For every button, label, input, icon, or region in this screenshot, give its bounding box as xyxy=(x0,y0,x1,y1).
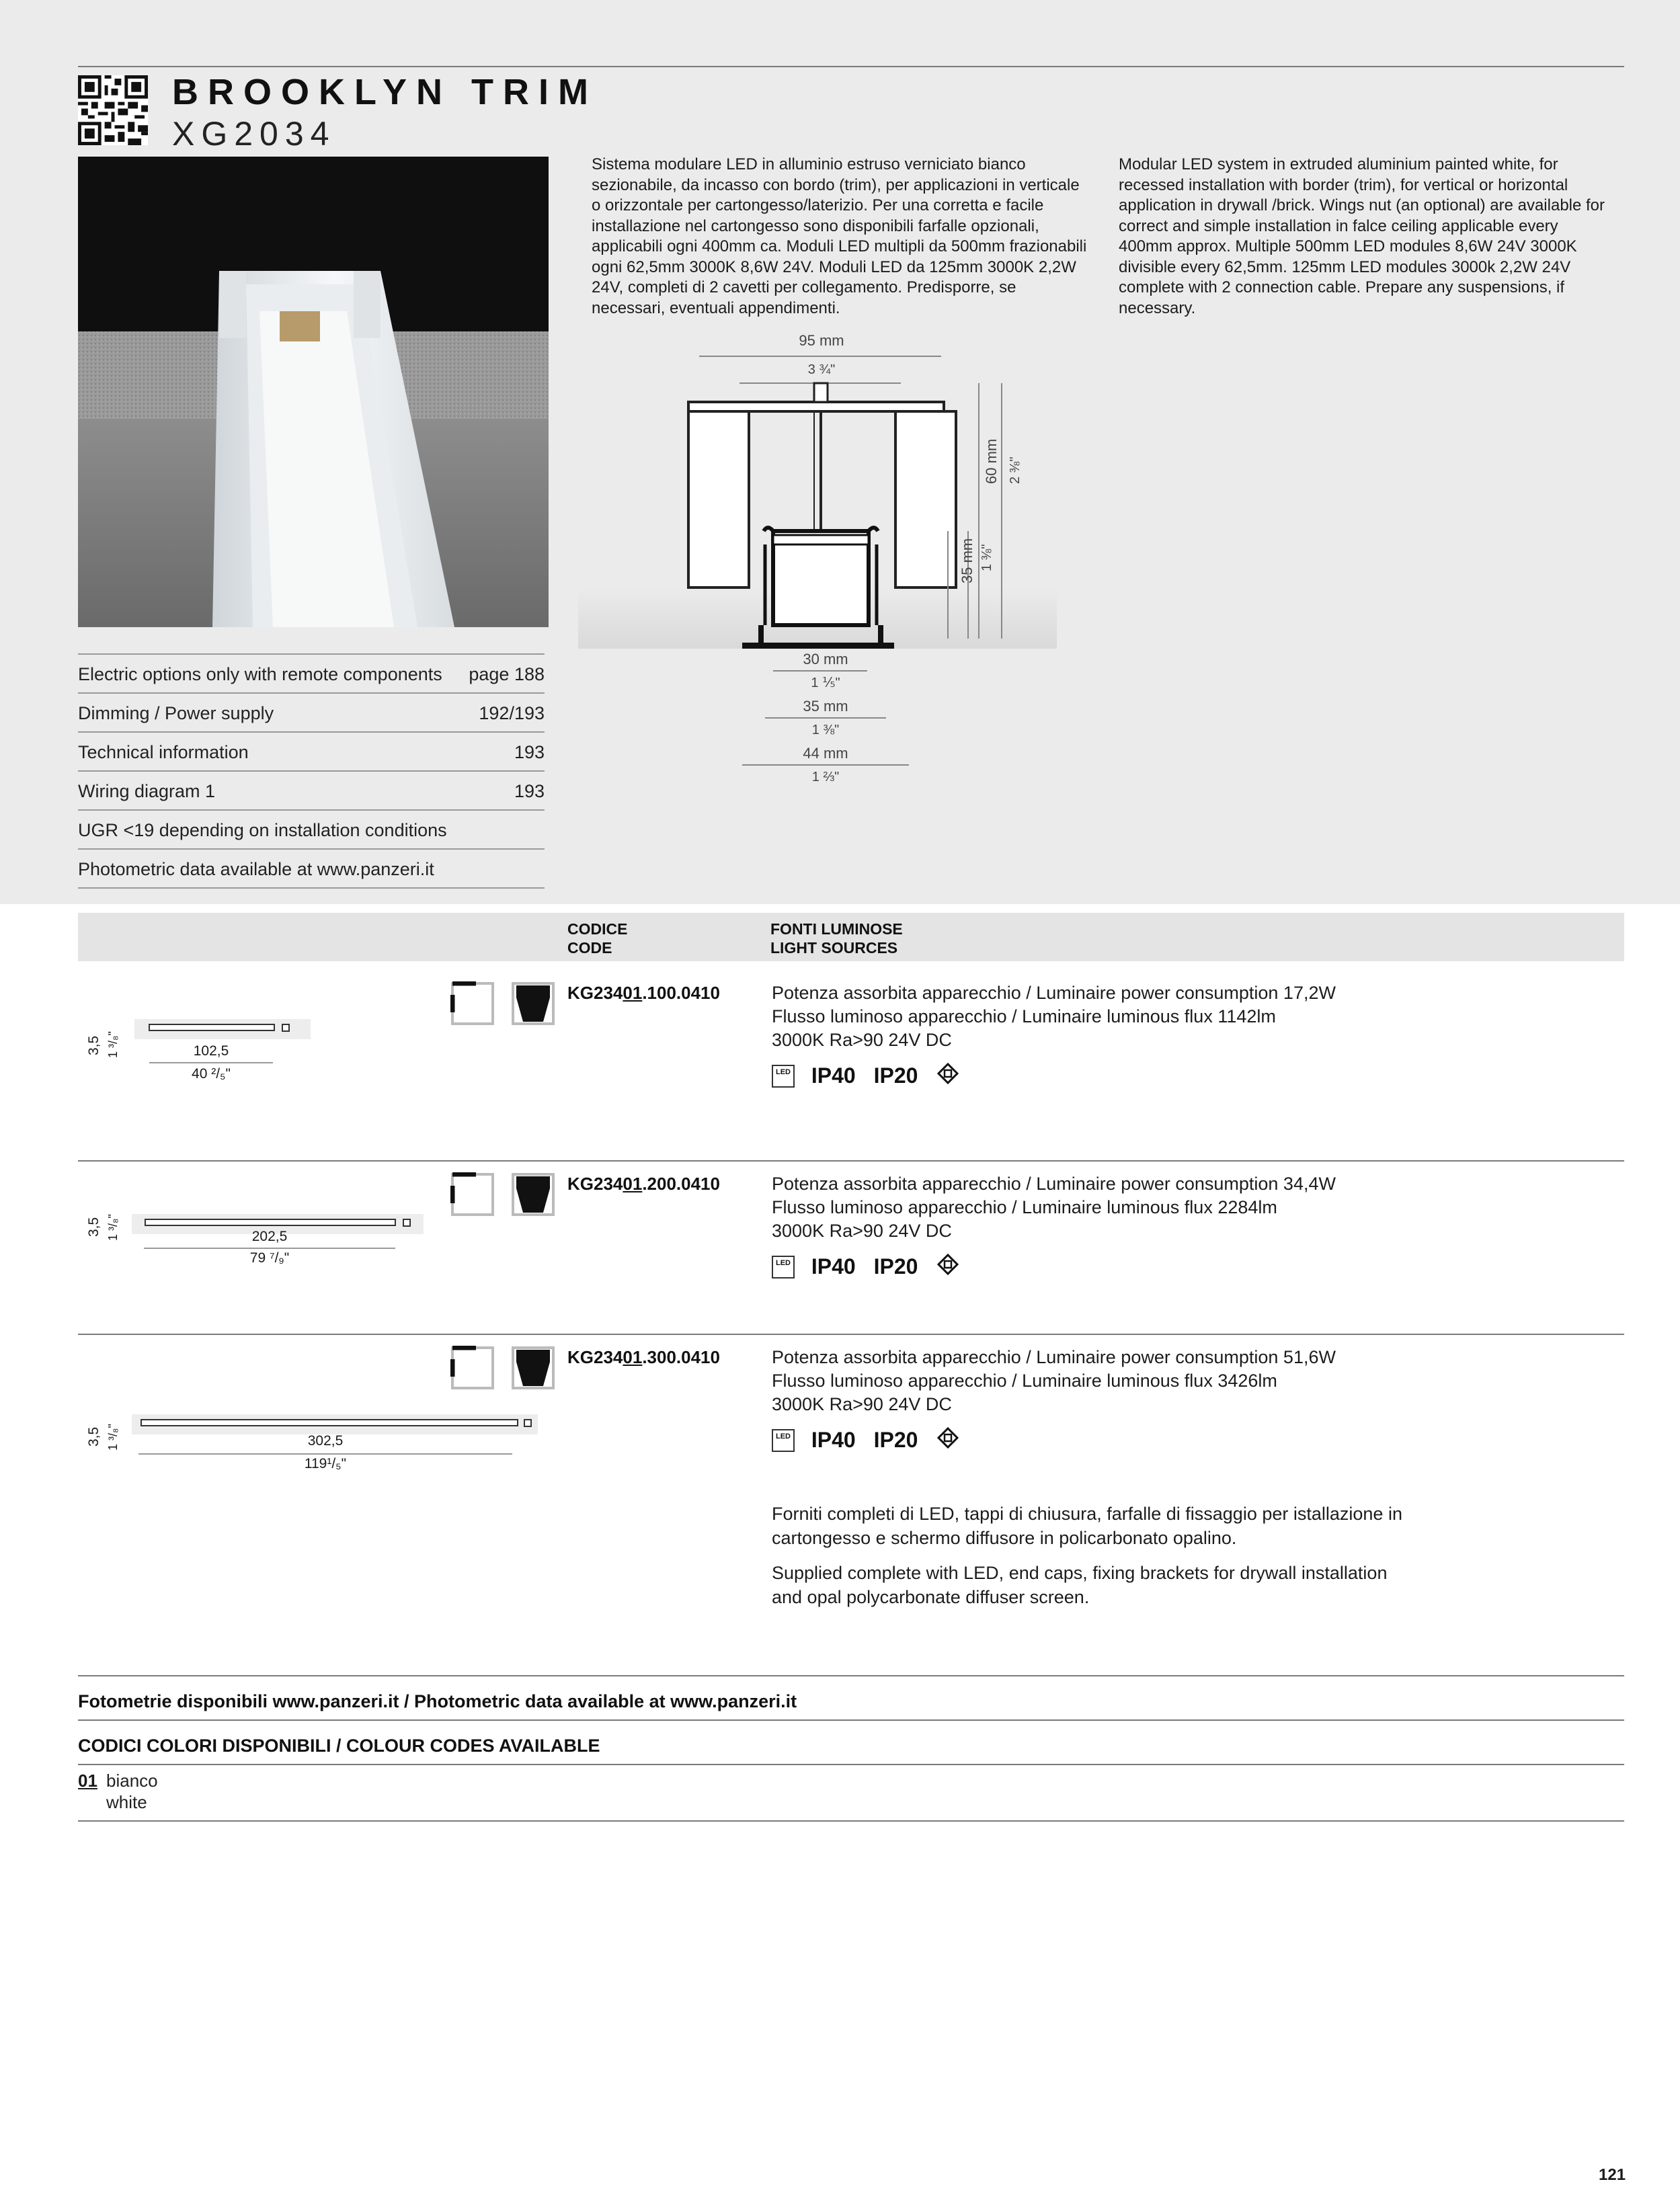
product-table-header xyxy=(78,913,1624,961)
power-line: Potenza assorbita apparecchio / Luminaire power consumption 51,6W xyxy=(772,1347,1336,1367)
colour-name-it: bianco xyxy=(106,1771,158,1791)
product-code: XG2034 xyxy=(172,115,336,153)
supplied-italian: Forniti completi di LED, tappi di chiusura, farfalle di fissaggio per istallazione in cartongesso e schermo diffusore in policarbonato opalino. xyxy=(772,1504,1402,1548)
ip20-badge: IP20 xyxy=(873,1428,918,1453)
product-photo xyxy=(78,157,549,627)
led-icon: LED xyxy=(772,1429,795,1452)
dim-w3-mm: 44 mm xyxy=(803,745,848,762)
footer-rule-2 xyxy=(78,1719,1624,1721)
product-specs xyxy=(772,1172,1336,1243)
code-colour: 01 xyxy=(623,983,643,1003)
enec-diamond-icon xyxy=(937,1427,959,1454)
info-value[interactable]: page 188 xyxy=(469,664,545,684)
product-code[interactable] xyxy=(567,1347,720,1368)
code-heading-en: CODE xyxy=(567,939,612,957)
product-specs xyxy=(772,1346,1336,1416)
column-code xyxy=(567,920,627,957)
flux-line: Flusso luminoso apparecchio / Luminaire luminous flux 3426lm xyxy=(772,1371,1277,1391)
led-icon: LED xyxy=(772,1256,795,1279)
mounting-trim-icon xyxy=(450,1346,495,1390)
info-row-dimming[interactable] xyxy=(78,694,545,733)
dim-top-in: 3 ¾" xyxy=(807,362,836,377)
dim-w1-mm: 30 mm xyxy=(803,651,848,667)
ip20-badge: IP20 xyxy=(873,1254,918,1279)
colour-temp-line: 3000K Ra>90 24V DC xyxy=(772,1394,952,1414)
certification-badges xyxy=(772,1062,959,1090)
footer-rule-1 xyxy=(78,1675,1624,1676)
info-label: Photometric data available at www.panzeri.it xyxy=(78,859,434,879)
mounting-trim-icon xyxy=(450,1172,495,1217)
colour-temp-line: 3000K Ra>90 24V DC xyxy=(772,1221,952,1241)
certification-badges xyxy=(772,1426,959,1454)
enec-diamond-icon xyxy=(937,1254,959,1281)
length-rule xyxy=(149,1062,273,1063)
qr-code-icon[interactable] xyxy=(78,75,148,145)
dim-height-in: 2 ⅜" xyxy=(1008,456,1023,484)
profile-section-diagram xyxy=(578,329,1062,800)
product-code[interactable] xyxy=(567,1174,720,1194)
power-line: Potenza assorbita apparecchio / Luminaire power consumption 34,4W xyxy=(772,1174,1336,1194)
info-row-photometric[interactable] xyxy=(78,850,545,889)
length-cm: 202,5 xyxy=(251,1229,288,1244)
info-label: Wiring diagram 1 xyxy=(78,781,216,801)
dim-top-mm: 95 mm xyxy=(799,332,844,349)
light-emission-icon xyxy=(511,981,555,1026)
height-in: 1 ³/₈" xyxy=(106,1031,120,1058)
code-suffix: .300.0410 xyxy=(642,1347,720,1367)
photometric-link[interactable]: Fotometrie disponibili www.panzeri.it / Photometric data available at www.panzeri.it xyxy=(78,1691,797,1711)
description-english: Modular LED system in extruded aluminium painted white, for recessed installation with border (trim), for vertical or horizontal application in drywall /brick. Wings nut (an optional) are available for correct and simple installation in falce ceiling applicable every 400mm approx. Multiple 500mm LED modules 8,6W 24V 3000K divisible every 62,5mm. 125mm LED modules 3000k 2,2W 24V complete with 2 connection cable. Prepare any suspensions, if necessary. xyxy=(1119,155,1605,317)
product-title: BROOKLYN TRIM xyxy=(172,72,598,112)
description-italian: Sistema modulare LED in alluminio estruso verniciato bianco sezionabile, da incasso con bordo (trim), per applicazioni in verticale o orizzontale per cartongesso/laterizio. Per una corretta e facile installazione nel cartongesso sono disponibili farfalle opzionali, applicabili ogni 400mm ca. Moduli LED multipli da 500mm frazionabili ogni 62,5mm 3000K 8,6W 24V. Moduli LED da 125mm 3000K 2,2W 24V, completi di 2 cavetti per collegamento. Predisporre, se necessari, eventuali appendimenti. xyxy=(592,155,1087,317)
info-label: UGR <19 depending on installation conditions xyxy=(78,820,447,840)
code-suffix: .200.0410 xyxy=(642,1174,720,1194)
led-icon: LED xyxy=(772,1065,795,1088)
code-heading-it: CODICE xyxy=(567,920,628,938)
flux-line: Flusso luminoso apparecchio / Luminaire luminous flux 1142lm xyxy=(772,1006,1276,1026)
footer-rule-3 xyxy=(78,1764,1624,1765)
colour-code: 01 xyxy=(78,1771,97,1791)
product-specs xyxy=(772,981,1336,1052)
length-in: 119¹/₅" xyxy=(304,1456,347,1471)
info-label: Dimming / Power supply xyxy=(78,703,274,723)
code-prefix: KG234 xyxy=(567,983,623,1003)
length-cm: 102,5 xyxy=(193,1043,229,1059)
source-heading-it: FONTI LUMINOSE xyxy=(770,920,903,938)
code-prefix: KG234 xyxy=(567,1347,623,1367)
dim-inner-in: 1 ⅜" xyxy=(979,544,994,571)
code-suffix: .100.0410 xyxy=(642,983,720,1003)
source-heading-en: LIGHT SOURCES xyxy=(770,939,898,957)
dim-w2-in: 1 ⅜" xyxy=(811,723,840,737)
info-row-wiring[interactable] xyxy=(78,772,545,811)
ip40-badge: IP40 xyxy=(811,1063,856,1088)
length-cm: 302,5 xyxy=(307,1433,344,1449)
colour-temp-line: 3000K Ra>90 24V DC xyxy=(772,1030,952,1050)
info-value[interactable]: 193 xyxy=(514,742,545,762)
ip40-badge: IP40 xyxy=(811,1428,856,1453)
dim-height-mm: 60 mm xyxy=(983,438,1000,484)
dim-w3-in: 1 ⅔" xyxy=(811,770,840,784)
row-divider xyxy=(78,1334,1624,1335)
info-value[interactable]: 193 xyxy=(514,781,545,801)
column-light-sources xyxy=(770,920,903,957)
light-emission-icon xyxy=(511,1346,555,1390)
info-row-electric-options[interactable] xyxy=(78,655,545,694)
info-value[interactable]: 192/193 xyxy=(479,703,545,723)
row-divider xyxy=(78,1160,1624,1162)
mounting-trim-icon xyxy=(450,981,495,1026)
flux-line: Flusso luminoso apparecchio / Luminaire luminous flux 2284lm xyxy=(772,1197,1277,1217)
info-label: Electric options only with remote components xyxy=(78,664,442,684)
height-cm: 3,5 xyxy=(86,1217,102,1237)
length-rule xyxy=(138,1453,512,1455)
info-row-technical[interactable] xyxy=(78,733,545,772)
length-rule xyxy=(144,1248,395,1249)
page-number: 121 xyxy=(1599,2166,1626,2184)
ip20-badge: IP20 xyxy=(873,1063,918,1088)
height-in: 1 ³/₈" xyxy=(106,1214,120,1241)
supplied-english: Supplied complete with LED, end caps, fixing brackets for drywall installation and opal polycarbonate diffuser screen. xyxy=(772,1563,1388,1607)
info-label: Technical information xyxy=(78,742,249,762)
ip40-badge: IP40 xyxy=(811,1254,856,1279)
length-in: 40 ²/₅" xyxy=(192,1066,231,1082)
dim-inner-mm: 35 mm xyxy=(959,538,975,583)
luminaire-profile-drawing xyxy=(134,1016,316,1043)
top-rule xyxy=(78,66,1624,67)
length-in: 79 ⁷/₉" xyxy=(249,1250,290,1266)
enec-diamond-icon xyxy=(937,1063,959,1090)
info-list xyxy=(78,655,545,889)
height-cm: 3,5 xyxy=(86,1035,102,1055)
height-in: 1 ³/₈" xyxy=(106,1424,120,1451)
colour-codes-heading: CODICI COLORI DISPONIBILI / COLOUR CODES AVAILABLE xyxy=(78,1736,600,1756)
colour-name-en: white xyxy=(106,1792,147,1812)
power-line: Potenza assorbita apparecchio / Luminaire power consumption 17,2W xyxy=(772,983,1336,1003)
dim-w2-mm: 35 mm xyxy=(803,698,848,715)
footer-rule-4 xyxy=(78,1820,1624,1822)
height-cm: 3,5 xyxy=(86,1426,102,1447)
product-code[interactable] xyxy=(567,983,720,1004)
dim-w1-in: 1 ⅕" xyxy=(811,676,840,690)
code-colour: 01 xyxy=(623,1174,643,1194)
info-row-ugr xyxy=(78,811,545,850)
code-colour: 01 xyxy=(623,1347,643,1367)
certification-badges xyxy=(772,1253,959,1281)
code-prefix: KG234 xyxy=(567,1174,623,1194)
light-emission-icon xyxy=(511,1172,555,1217)
